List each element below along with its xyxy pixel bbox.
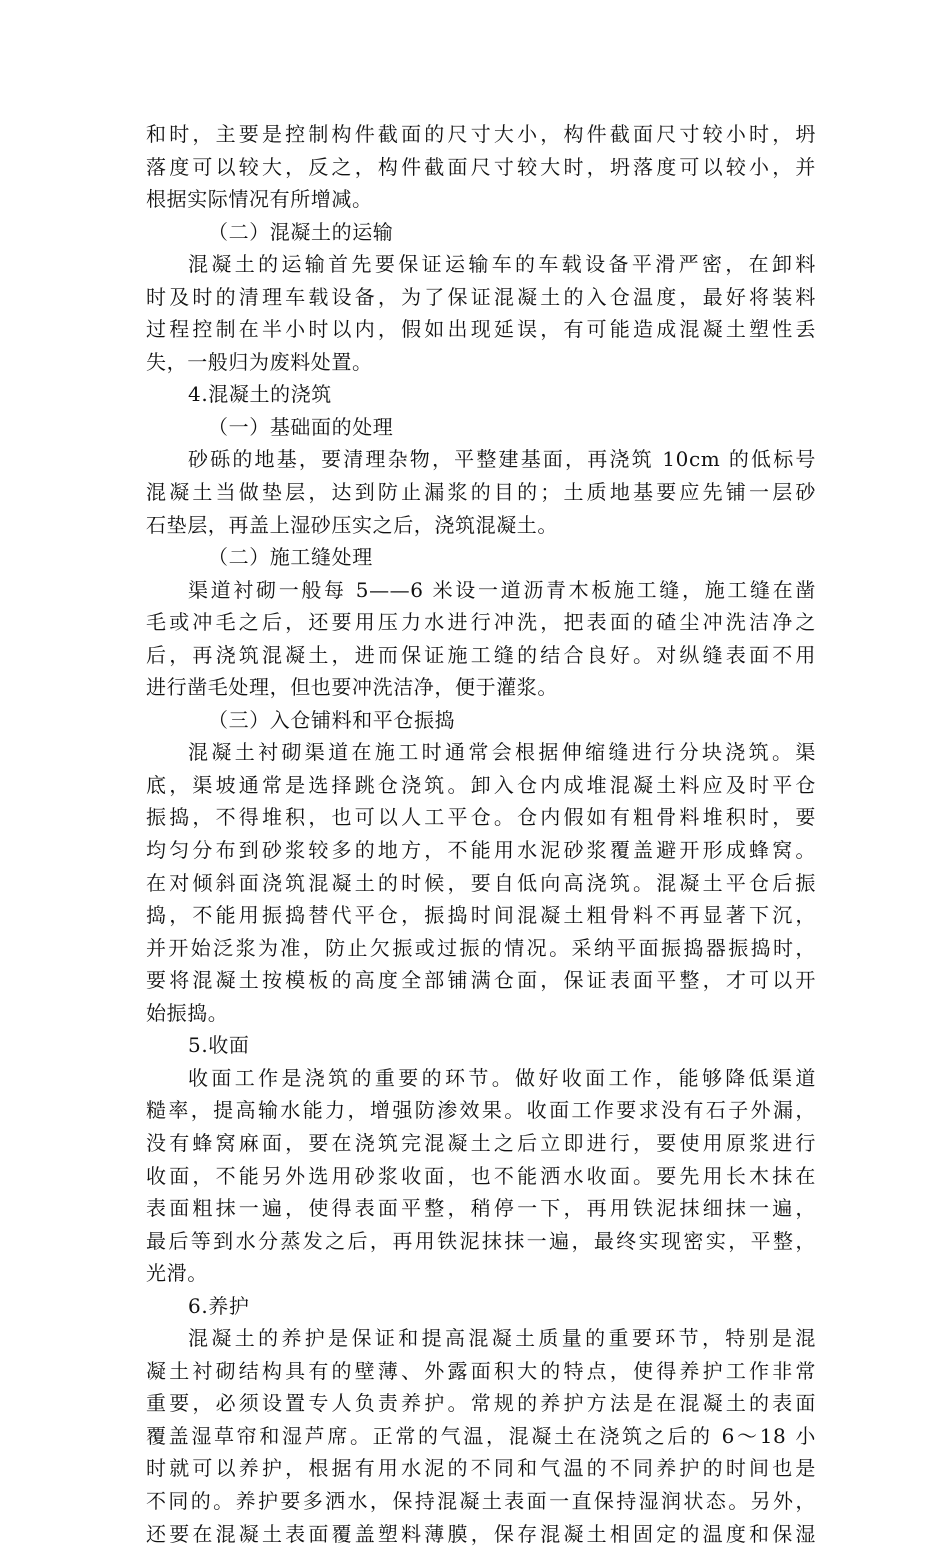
text-line: 混凝土的运输首先要保证运输车的车载设备平滑严密，在卸料 [188,252,816,277]
section-heading: （二）混凝土的运输 [208,219,394,244]
document-body [146,118,816,1550]
text-line: 糙率，提高输水能力，增强防渗效果。收面工作要求没有石子外漏， [146,1098,816,1123]
text-line: 混凝土衬砌渠道在施工时通常会根据伸缩缝进行分块浇筑。渠 [188,740,816,765]
section-heading: 4.混凝土的浇筑 [188,382,332,407]
text-line: 和时，主要是控制构件截面的尺寸大小，构件截面尺寸较小时，坍 [146,122,816,146]
text-line: 还要在混凝土表面覆盖塑料薄膜，保存混凝土相固定的温度和保湿 [146,1521,816,1546]
text-line: 时就可以养护，根据有用水泥的不同和气温的不同养护的时间也是 [146,1456,816,1481]
text-line: 根据实际情况有所增减。 [146,187,373,212]
text-line: 光滑。 [146,1261,208,1286]
text-line: 覆盖湿草帘和湿芦席。正常的气温，混凝土在浇筑之后的 6～18 小 [146,1423,816,1448]
text-line: 要将混凝土按模板的高度全部铺满仓面，保证表面平整，才可以开 [146,968,816,993]
text-line: 落度可以较大，反之，构件截面尺寸较大时，坍落度可以较小，并 [146,154,816,179]
text-line: 捣，不能用振捣替代平仓，振捣时间混凝土粗骨料不再显著下沉， [146,903,816,928]
text-line: 表面粗抹一遍，使得表面平整，稍停一下，再用铁泥抹细抹一遍， [146,1196,816,1221]
section-heading: （二）施工缝处理 [208,545,373,570]
text-line: 均匀分布到砂浆较多的地方，不能用水泥砂浆覆盖避开形成蜂窝。 [146,838,816,863]
text-line: 收面，不能另外选用砂浆收面，也不能洒水收面。要先用长木抹在 [146,1163,816,1188]
section-heading: 5.收面 [188,1033,250,1058]
text-line: 不同的。养护要多洒水，保持混凝土表面一直保持湿润状态。另外， [146,1488,816,1513]
text-line: 振捣，不得堆积，也可以人工平仓。仓内假如有粗骨料堆积时，要 [146,805,816,830]
text-line: 最后等到水分蒸发之后，再用铁泥抹抹一遍，最终实现密实，平整， [146,1228,816,1253]
text-line: 时及时的清理车载设备，为了保证混凝土的入仓温度，最好将装料 [146,284,816,309]
section-heading: （三）入仓铺料和平仓振捣 [208,707,456,732]
text-line: 混凝土的养护是保证和提高混凝土质量的重要环节，特别是混 [188,1326,816,1351]
section-heading: （一）基础面的处理 [208,414,394,439]
text-line: 混凝土当做垫层，达到防止漏浆的目的；土质地基要应先铺一层砂 [146,480,816,505]
text-line: 在对倾斜面浇筑混凝土的时候，要自低向高浇筑。混凝土平仓后振 [146,870,816,895]
text-line: 进行凿毛处理，但也要冲洗洁净，便于灌浆。 [146,675,558,700]
section-heading: 6.养护 [188,1293,250,1318]
text-line: 后，再浇筑混凝土，进而保证施工缝的结合良好。对纵缝表面不用 [146,642,816,667]
text-line: 重要，必须设置专人负责养护。常规的养护方法是在混凝土的表面 [146,1391,816,1416]
text-line: 并开始泛浆为准，防止欠振或过振的情况。采纳平面振捣器振捣时， [146,935,816,960]
text-line: 底，渠坡通常是选择跳仓浇筑。卸入仓内成堆混凝土料应及时平仓 [146,772,816,797]
text-line: 始振捣。 [146,1000,229,1025]
text-line: 渠道衬砌一般每 5——6 米设一道沥青木板施工缝，施工缝在凿 [188,577,816,602]
text-line: 凝土衬砌结构具有的壁薄、外露面积大的特点，使得养护工作非常 [146,1358,816,1383]
text-line: 收面工作是浇筑的重要的环节。做好收面工作，能够降低渠道 [188,1065,816,1090]
text-line: 毛或冲毛之后，还要用压力水进行冲洗，把表面的碴尘冲洗洁净之 [146,610,816,635]
text-line: 失，一般归为废料处置。 [146,349,373,374]
text-line: 过程控制在半小时以内，假如出现延误，有可能造成混凝土塑性丢 [146,317,816,342]
text-line: 没有蜂窝麻面，要在浇筑完混凝土之后立即进行，要使用原浆进行 [146,1130,816,1155]
text-line: 石垫层，再盖上湿砂压实之后，浇筑混凝土。 [146,512,558,537]
text-line: 砂砾的地基，要清理杂物，平整建基面，再浇筑 10cm 的低标号 [188,447,816,472]
